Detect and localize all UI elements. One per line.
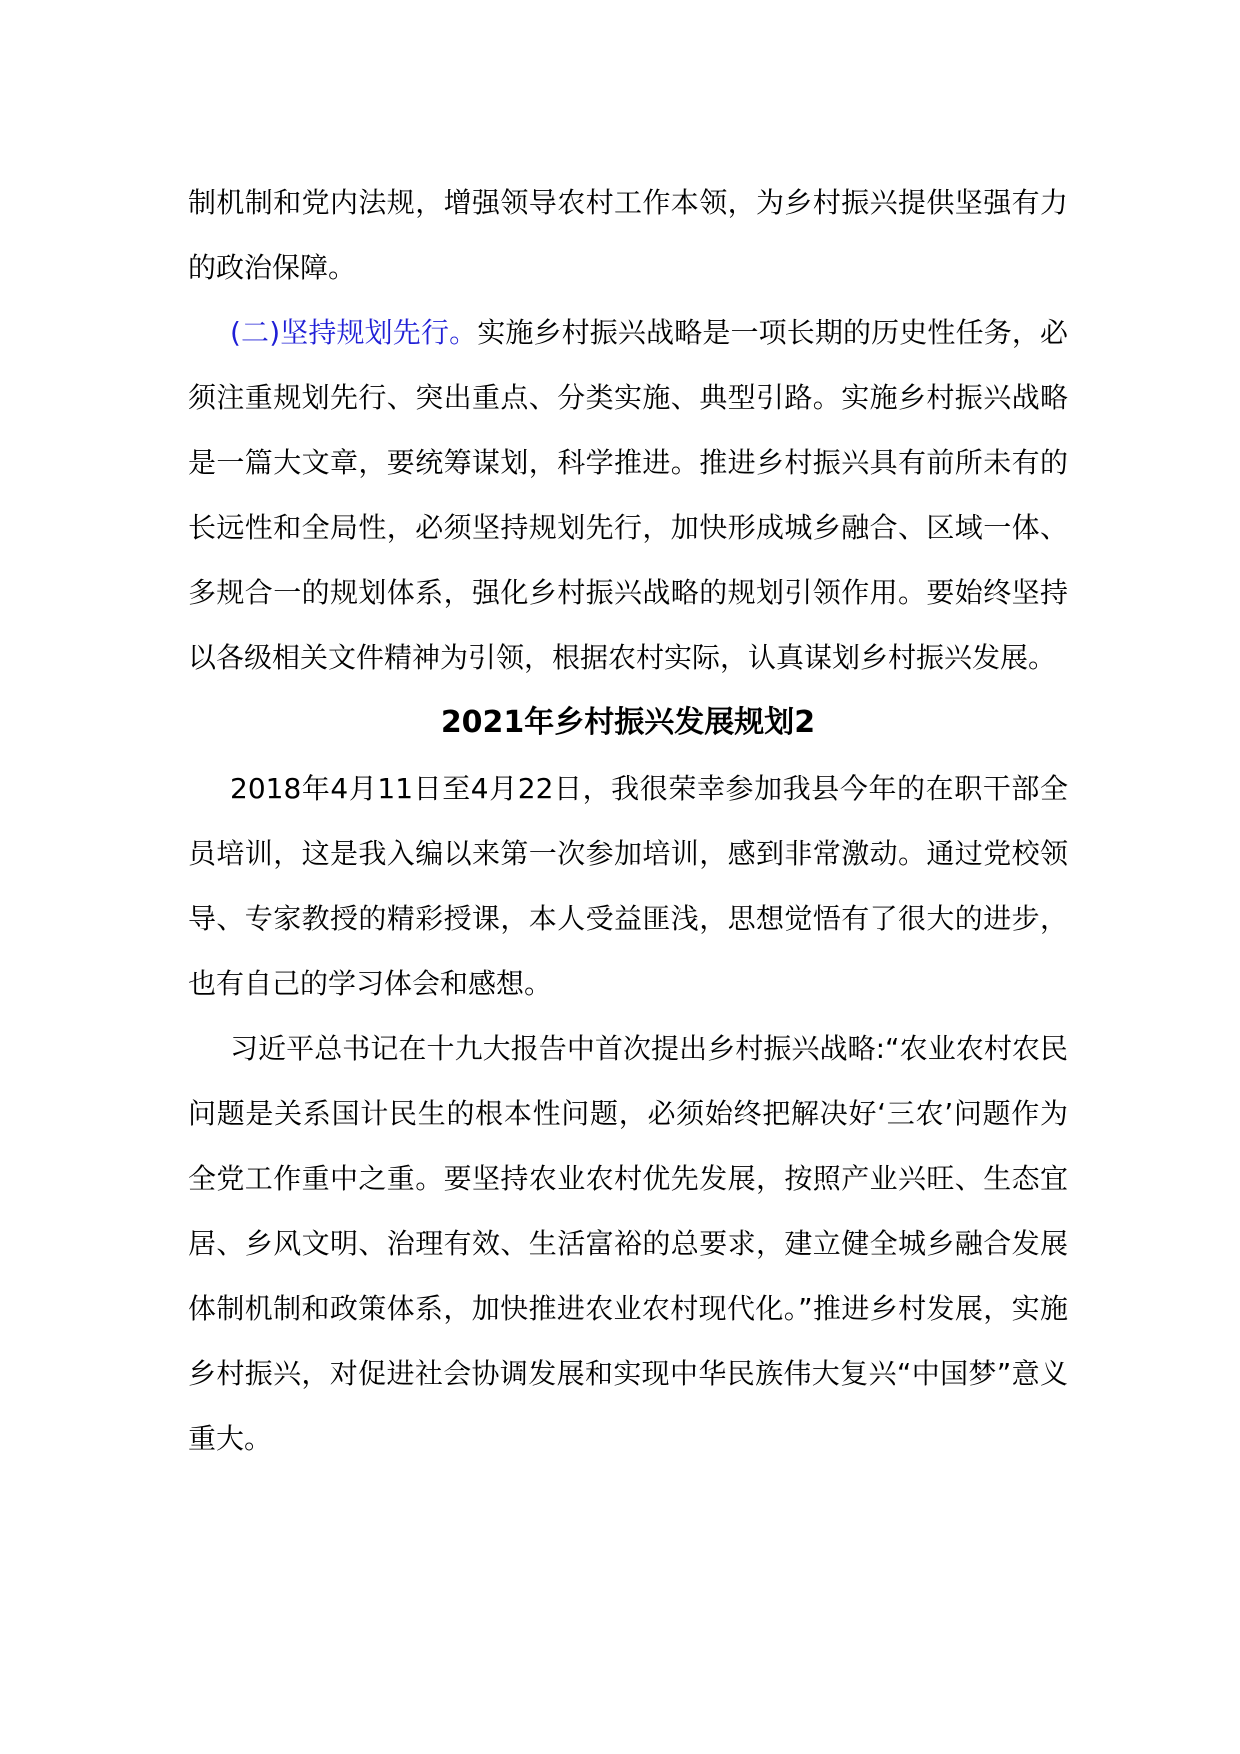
document-body <box>188 170 1068 1471</box>
paragraph-training: 2018年4月11日至4月22日，我很荣幸参加我县今年的在职干部全员培训，这是我入编以来第一次参加培训，感到非常激动。通过党校领导、专家教授的精彩授课，本人受益匪浅，思想觉悟有了很大的进步，也有自己的学习体会和感想。 <box>188 772 1068 1000</box>
paragraph-planning-text: 实施乡村振兴战略是一项长期的历史性任务，必须注重规划先行、突出重点、分类实施、典型引路。实施乡村振兴战略是一篇大文章，要统筹谋划，科学推进。推进乡村振兴具有前所未有的长远性和全局性，必须坚持规划先行，加快形成城乡融合、区域一体、多规合一的规划体系，强化乡村振兴战略的规划引领作用。要始终坚持以各级相关文件精神为引领，根据农村实际，认真谋划乡村振兴发展。 <box>188 316 1068 674</box>
paragraph-rural-revitalization: 习近平总书记在十九大报告中首次提出乡村振兴战略:“农业农村农民问题是关系国计民生的根本性问题，必须始终把解决好‘三农’问题作为全党工作重中之重。要坚持农业农村优先发展，按照产业兴旺、生态宜居、乡风文明、治理有效、生活富裕的总要求，建立健全城乡融合发展体制机制和政策体系，加快推进农业农村现代化。”推进乡村发展，实施乡村振兴，对促进社会协调发展和实现中华民族伟大复兴“中国梦”意义重大。 <box>188 1032 1068 1455</box>
section-heading: 2021年乡村振兴发展规划2 <box>440 705 816 740</box>
paragraph-continuation: 制机制和党内法规，增强领导农村工作本领，为乡村振兴提供坚强有力的政治保障。 <box>188 186 1068 284</box>
section-lead-planning: (二)坚持规划先行。 <box>230 316 478 349</box>
paragraph-planning-first <box>188 300 1068 690</box>
